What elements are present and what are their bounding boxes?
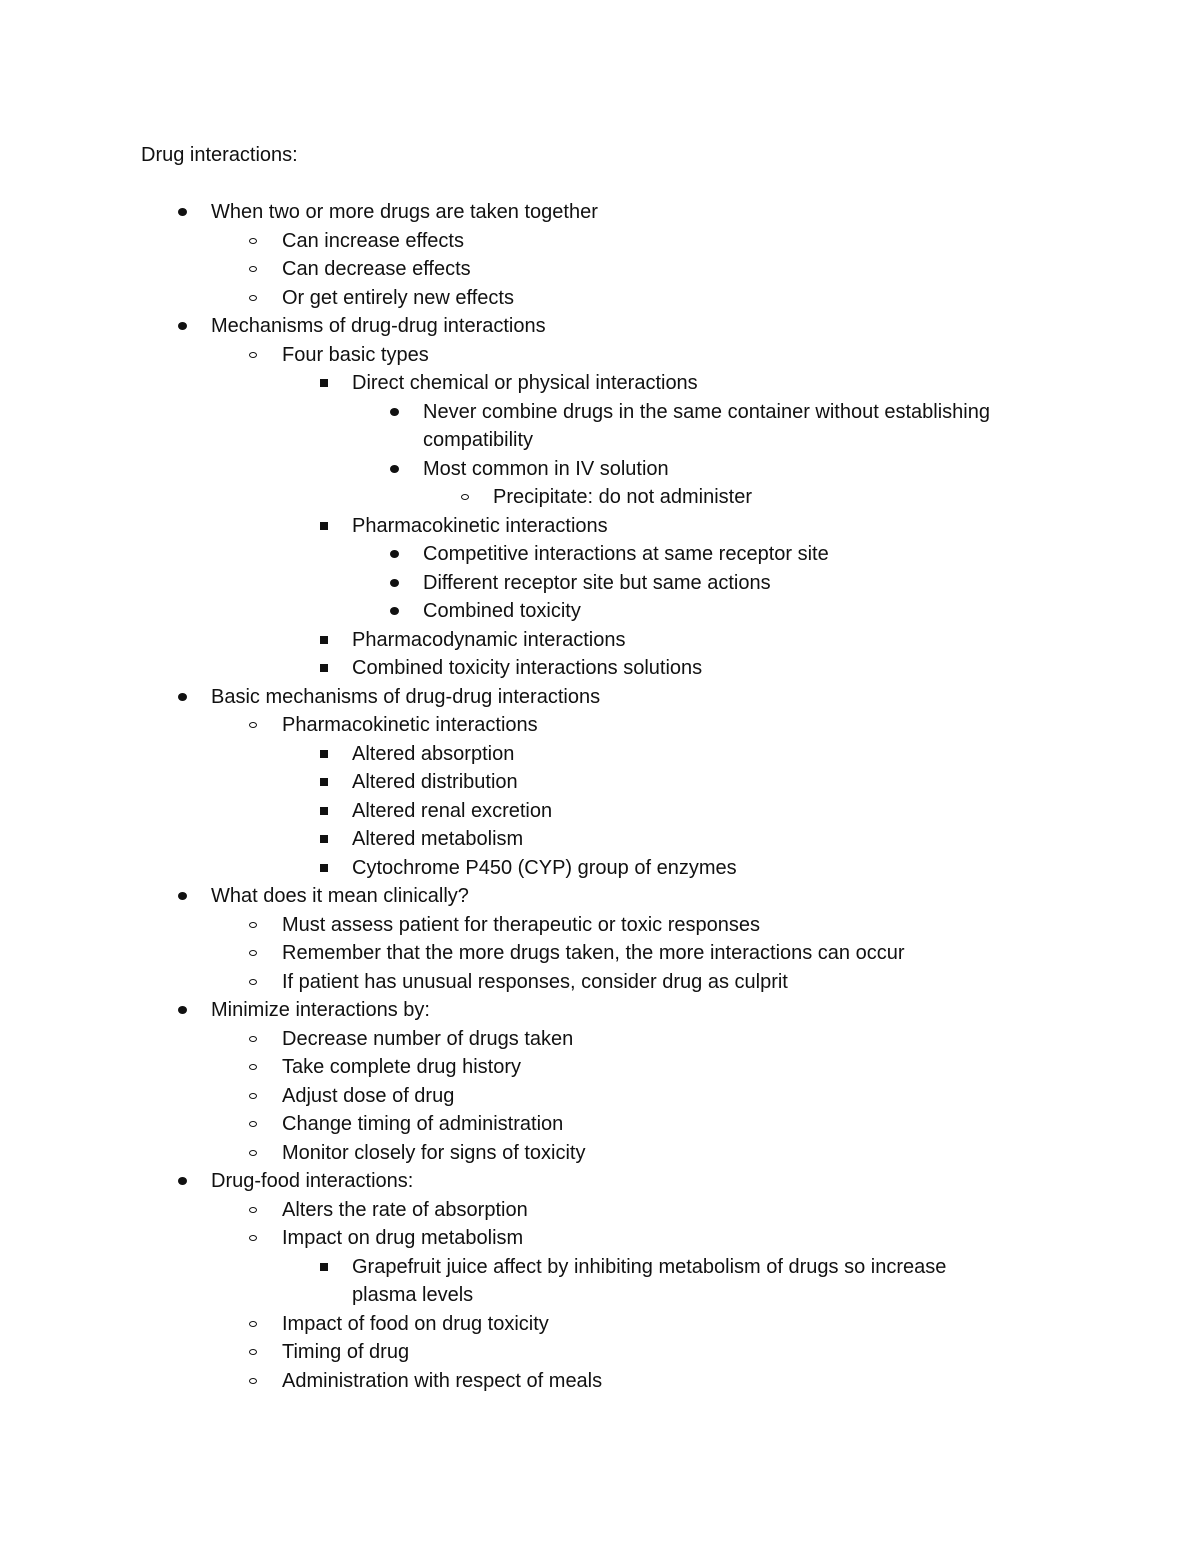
list-item: Impact on drug metabolism [282,1227,524,1249]
bullet-square-icon [320,864,328,872]
bullet-circle-icon [249,1378,257,1384]
bullet-circle-icon [249,352,257,358]
bullet-disc-icon [178,322,187,330]
bullet-disc-icon [178,1006,187,1014]
bullet-circle-icon [249,922,257,928]
list-item: Four basic types [282,343,429,366]
list-item: Adjust dose of drug [282,1084,455,1107]
bullet-square-icon [320,835,328,843]
list-item: Pharmacokinetic interactions [282,714,538,736]
list-item: Different receptor site but same actions [423,571,771,594]
list-item-continuation: compatibility [423,429,534,451]
list-item: Minimize interactions by: [211,999,430,1021]
list-item: When two or more drugs are taken together [211,201,598,223]
bullet-circle-icon [249,238,257,244]
list-item: What does it mean clinically? [211,885,469,907]
bullet-circle-icon [249,266,257,272]
bullet-circle-icon [249,1349,257,1355]
bullet-disc-icon [390,550,399,558]
list-item: Precipitate: do not administer [493,486,753,508]
list-item-continuation: plasma levels [352,1284,474,1306]
bullet-square-icon [320,750,328,758]
list-item: Alters the rate of absorption [282,1198,528,1221]
bullet-square-icon [320,778,328,786]
list-item: Pharmacokinetic interactions [352,514,608,537]
list-item: Combined toxicity [423,600,581,622]
list-item: Cytochrome P450 (CYP) group of enzymes [352,856,737,879]
list-item: Altered metabolism [352,828,524,850]
bullet-disc-icon [178,693,187,701]
list-item: Decrease number of drugs taken [282,1027,574,1050]
bullet-circle-icon [249,1235,257,1241]
list-item: Competitive interactions at same receptor site [423,543,829,565]
bullet-disc-icon [390,579,399,587]
list-item: Can increase effects [282,229,464,252]
list-item: Or get entirely new effects [282,286,514,309]
list-item: Never combine drugs in the same container without establishing [423,400,990,423]
list-item: Altered absorption [352,742,515,765]
list-item: Mechanisms of drug-drug interactions [211,315,546,337]
bullet-circle-icon [249,1121,257,1127]
list-item: Monitor closely for signs of toxicity [282,1141,586,1164]
document-title: Drug interactions: [141,144,298,166]
list-item: Altered renal excretion [352,799,553,822]
list-item: Timing of drug [282,1341,410,1363]
bullet-square-icon [320,664,328,672]
bullet-disc-icon [390,408,399,416]
bullet-square-icon [320,1263,328,1271]
list-item: Grapefruit juice affect by inhibiting metabolism of drugs so increase [352,1255,947,1278]
list-item: If patient has unusual responses, consider drug as culprit [282,970,788,993]
bullet-circle-icon [249,1207,257,1213]
bullet-circle-icon [249,722,257,728]
bullet-circle-icon [249,1150,257,1156]
bullet-square-icon [320,522,328,530]
bullet-circle-icon [461,494,469,500]
bullet-square-icon [320,807,328,815]
list-item: Drug-food interactions: [211,1170,414,1192]
bullet-disc-icon [178,892,187,900]
bullet-square-icon [320,379,328,387]
bullet-circle-icon [249,1036,257,1042]
list-item: Take complete drug history [282,1056,522,1078]
list-item: Impact of food on drug toxicity [282,1312,549,1335]
bullet-circle-icon [249,1064,257,1070]
list-item: Administration with respect of meals [282,1369,603,1392]
bullet-disc-icon [390,465,399,473]
list-item: Direct chemical or physical interactions [352,372,698,394]
list-item: Remember that the more drugs taken, the more interactions can occur [282,942,905,964]
bullet-circle-icon [249,1321,257,1327]
bullet-circle-icon [249,295,257,301]
list-item: Pharmacodynamic interactions [352,628,626,651]
list-item: Most common in IV solution [423,457,669,480]
bullet-circle-icon [249,950,257,956]
list-item: Altered distribution [352,771,518,793]
bullet-circle-icon [249,1093,257,1099]
list-item: Basic mechanisms of drug-drug interactions [211,685,601,708]
list-item: Combined toxicity interactions solutions [352,657,703,679]
bullet-disc-icon [178,208,187,216]
bullet-square-icon [320,636,328,644]
list-item: Can decrease effects [282,258,471,280]
bullet-disc-icon [178,1177,187,1185]
bullet-circle-icon [249,979,257,985]
list-item: Must assess patient for therapeutic or toxic responses [282,913,761,936]
bullet-disc-icon [390,607,399,615]
list-item: Change timing of administration [282,1113,564,1135]
